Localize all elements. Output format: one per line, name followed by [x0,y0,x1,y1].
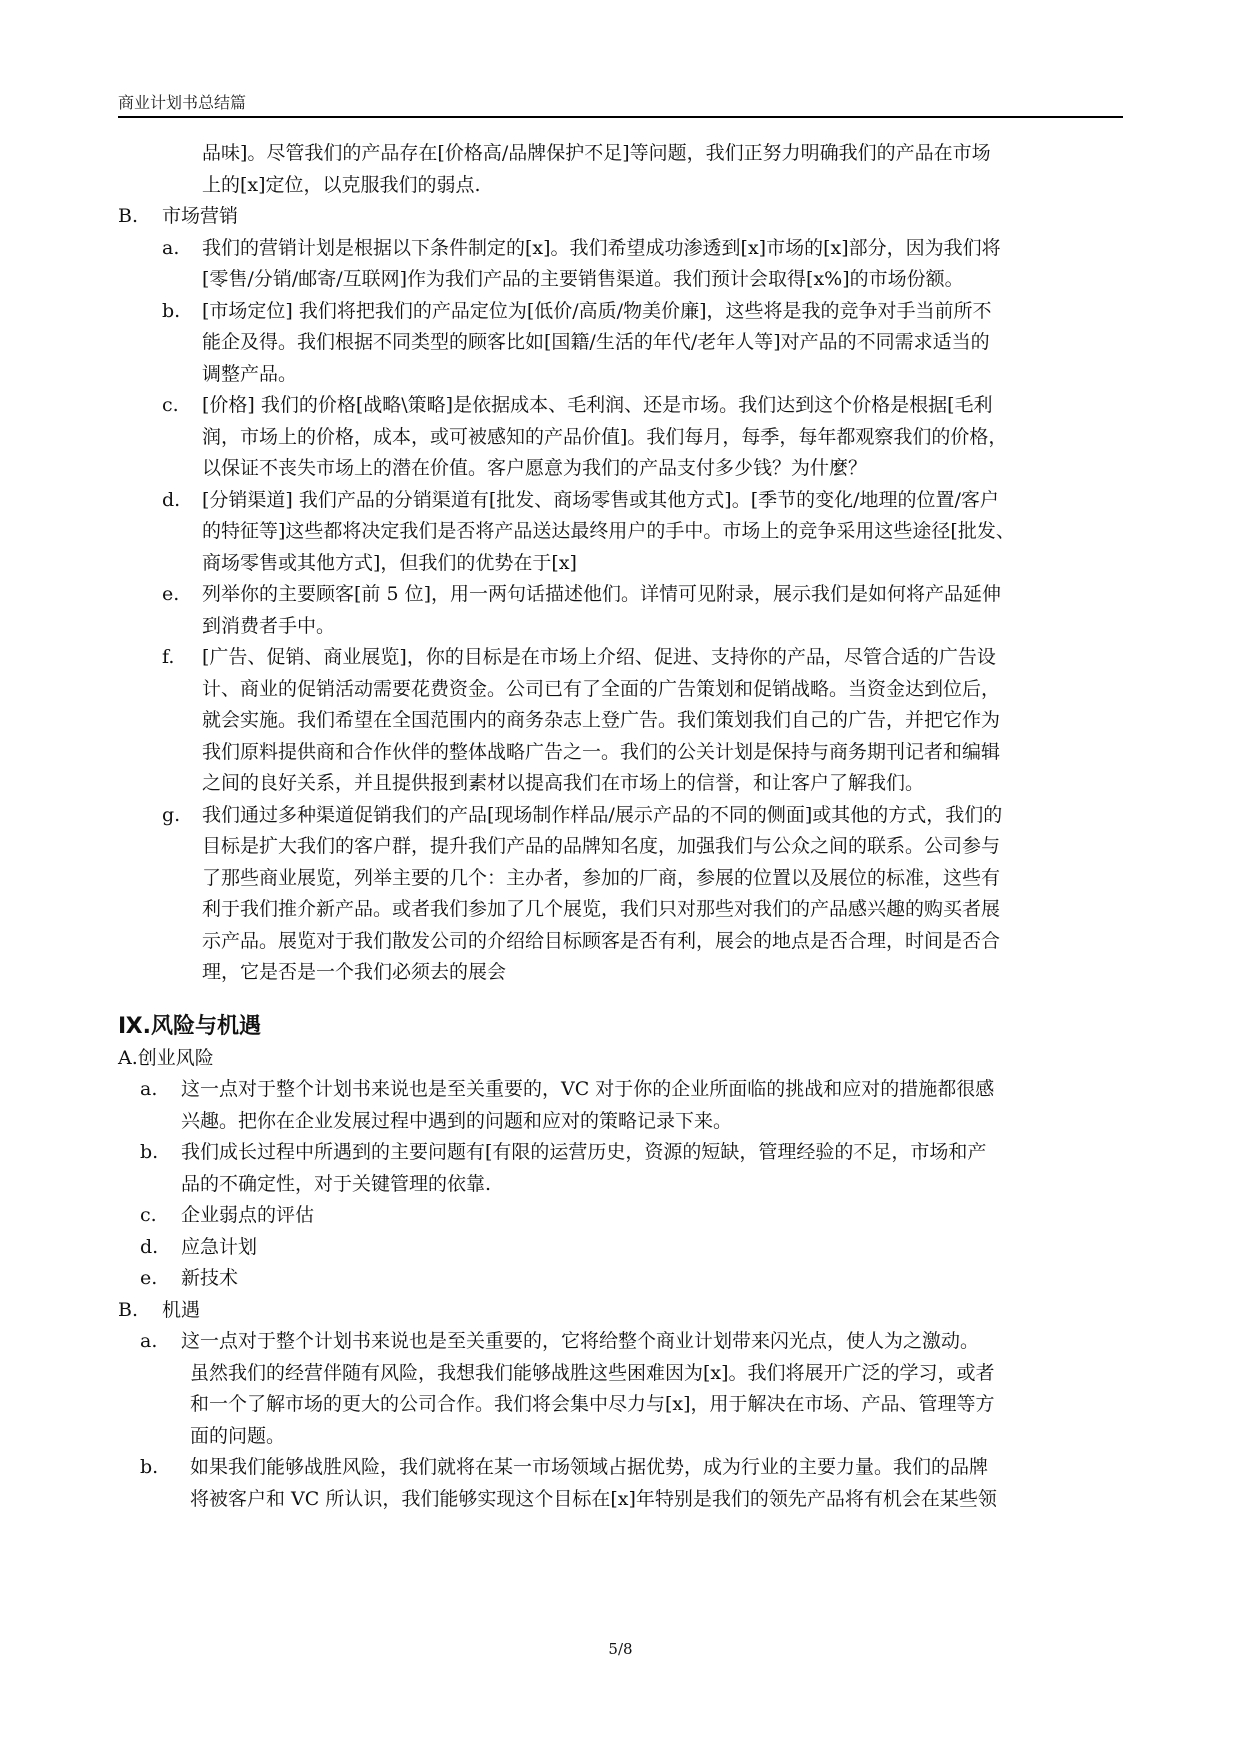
subsection-title-risk: A.创业风险 [118,1046,214,1069]
text-line: 之间的良好关系，并且提供报到素材以提高我们在市场上的信誉，和让客户了解我们。 [202,772,925,794]
text-line: [市场定位] 我们将把我们的产品定位为[低价/高质/物美价廉]，这些将是我的竞争对手当前所不 [202,299,992,322]
text-line: 利于我们推介新产品。或者我们参加了几个展览，我们只对那些对我们的产品感兴趣的购买者展 [202,898,1001,920]
item-marker: b. [162,299,181,322]
list-item [118,1074,1123,1137]
page-header [118,86,1123,118]
text-line: 我们成长过程中所遇到的主要问题有[有限的运营历史，资源的短缺，管理经验的不足，市场和产 [181,1141,987,1163]
text-line: 这一点对于整个计划书来说也是至关重要的，VC 对于你的企业所面临的挑战和应对的措施都很感 [181,1078,995,1100]
item-marker: a. [140,1330,158,1352]
text-line: 就会实施。我们希望在全国范围内的商务杂志上登广告。我们策划我们自己的广告，并把它作为 [202,709,1001,731]
text-line: 理，它是否是一个我们必须去的展会 [202,961,507,983]
item-marker: f. [162,646,175,668]
text-line: 如果我们能够战胜风险，我们就将在某一市场领域占据优势，成为行业的主要力量。我们的品牌 [190,1456,989,1478]
text-line: 目标是扩大我们的客户群，提升我们产品的品牌知名度，加强我们与公众之间的联系。公司参与 [202,835,1001,857]
section-title: 市场营销 [162,205,239,227]
section-marker: B. [118,1298,139,1321]
item-marker: g. [162,803,181,826]
text-line: 品的不确定性，对于关键管理的依靠. [181,1172,492,1195]
section-title: 机遇 [162,1298,201,1321]
text-line: 示产品。展览对于我们散发公司的介绍给目标顾客是否有利，展会的地点是否合理，时间是否合 [202,929,1001,952]
item-marker: b. [140,1456,159,1478]
subsection-heading-opportunity [118,1295,1123,1327]
page-number: 5/8 [608,1640,633,1658]
text-line: [分销渠道] 我们产品的分销渠道有[批发、商场零售或其他方式]。[季节的变化/地理的位置/客户 [202,488,999,511]
list-item [118,800,1123,989]
section-marker: B. [118,205,139,227]
item-marker: a. [140,1078,158,1100]
text-line: 我们原料提供商和合作伙伴的整体战略广告之一。我们的公关计划是保持与商务期刊记者和编辑 [202,740,1001,763]
item-marker: d. [162,488,181,511]
list-item [118,1137,1123,1200]
text-line: 了那些商业展览，列举主要的几个：主办者，参加的厂商，参展的位置以及展位的标准，这些有 [202,866,1001,889]
text-line: 面的问题。 [190,1424,286,1447]
text-line: 润，市场上的价格，成本，或可被感知的产品价值]。我们每月，每季，每年都观察我们的价格， [202,425,1008,448]
intro-paragraph [118,138,1123,201]
text-line: [价格] 我们的价格[战略\策略]是依据成本、毛利润、还是市场。我们达到这个价格是根据[毛利 [202,394,993,416]
list-item [118,390,1123,485]
text-line: 列举你的主要顾客[前 5 位]，用一两句话描述他们。详情可见附录，展示我们是如何将产品延伸 [202,583,1001,605]
text-line: 上的[x]定位，以克服我们的弱点. [202,173,481,196]
text-line: 这一点对于整个计划书来说也是至关重要的，它将给整个商业计划带来闪光点，使人为之激动。 [181,1330,980,1352]
text-line: 到消费者手中。 [202,614,336,637]
list-item [118,1263,1123,1295]
item-marker: b. [140,1141,159,1163]
item-marker: d. [140,1235,159,1258]
list-item [118,642,1123,800]
list-item [118,579,1123,642]
section-heading-marketing [118,201,1123,233]
list-item [118,485,1123,580]
section-heading-risks: Ⅸ.风险与机遇 [118,1013,262,1039]
text-line: [零售/分销/邮寄/互联网]作为我们产品的主要销售渠道。我们预计会取得[x%]的市场份额。 [202,268,964,290]
list-item [118,1326,1123,1452]
item-marker: e. [140,1267,158,1289]
text-line: 虽然我们的经营伴随有风险，我想我们能够战胜这些困难因为[x]。我们将展开广泛的学习，或者 [190,1361,995,1384]
document-title: 商业计划书总结篇 [118,93,247,112]
item-marker: e. [162,583,180,605]
text-line: 品味]。尽管我们的产品存在[价格高/品牌保护不足]等问题，我们正努力明确我们的产品在市场 [202,142,991,164]
text-line: 将被客户和 VC 所认识，我们能够实现这个目标在[x]年特别是我们的领先产品将有机会在某些领 [190,1487,997,1510]
text-line: 我们的营销计划是根据以下条件制定的[x]。我们希望成功渗透到[x]市场的[x]部分，因为我们将 [202,236,1001,259]
text-line: 调整产品。 [202,362,298,385]
text-line: 兴趣。把你在企业发展过程中遇到的问题和应对的策略记录下来。 [181,1109,733,1132]
text-line: 的特征等]这些都将决定我们是否将产品送达最终用户的手中。市场上的竞争采用这些途径[批发、 [202,520,1015,542]
text-line: 商场零售或其他方式]，但我们的优势在于[x] [202,551,577,574]
text-line: 能企及得。我们根据不同类型的顾客比如[国籍/生活的年代/老年人等]对产品的不同需求适当的 [202,331,990,353]
text-line: 新技术 [181,1267,239,1289]
item-marker: a. [162,236,180,259]
text-line: [广告、促销、商业展览]，你的目标是在市场上介绍、促进、支持你的产品，尽管合适的广告设 [202,646,996,668]
page-content [118,138,1123,1515]
list-item [118,1232,1123,1264]
text-line: 计、商业的促销活动需要花费资金。公司已有了全面的广告策划和促销战略。当资金达到位后， [202,677,1001,700]
list-item [118,1200,1123,1232]
text-line: 我们通过多种渠道促销我们的产品[现场制作样品/展示产品的不同的侧面]或其他的方式，我们的 [202,803,1003,826]
list-item [118,1452,1123,1515]
text-line: 和一个了解市场的更大的公司合作。我们将会集中尽力与[x]，用于解决在市场、产品、管理等方 [190,1393,995,1415]
text-line: 企业弱点的评估 [181,1204,315,1226]
item-marker: c. [140,1204,157,1226]
text-line: 以保证不丧失市场上的潜在价值。客户愿意为我们的产品支付多少钱？为什麼？ [202,457,868,479]
text-line: 应急计划 [181,1235,258,1258]
list-item [118,296,1123,391]
list-item [118,233,1123,296]
item-marker: c. [162,394,179,416]
